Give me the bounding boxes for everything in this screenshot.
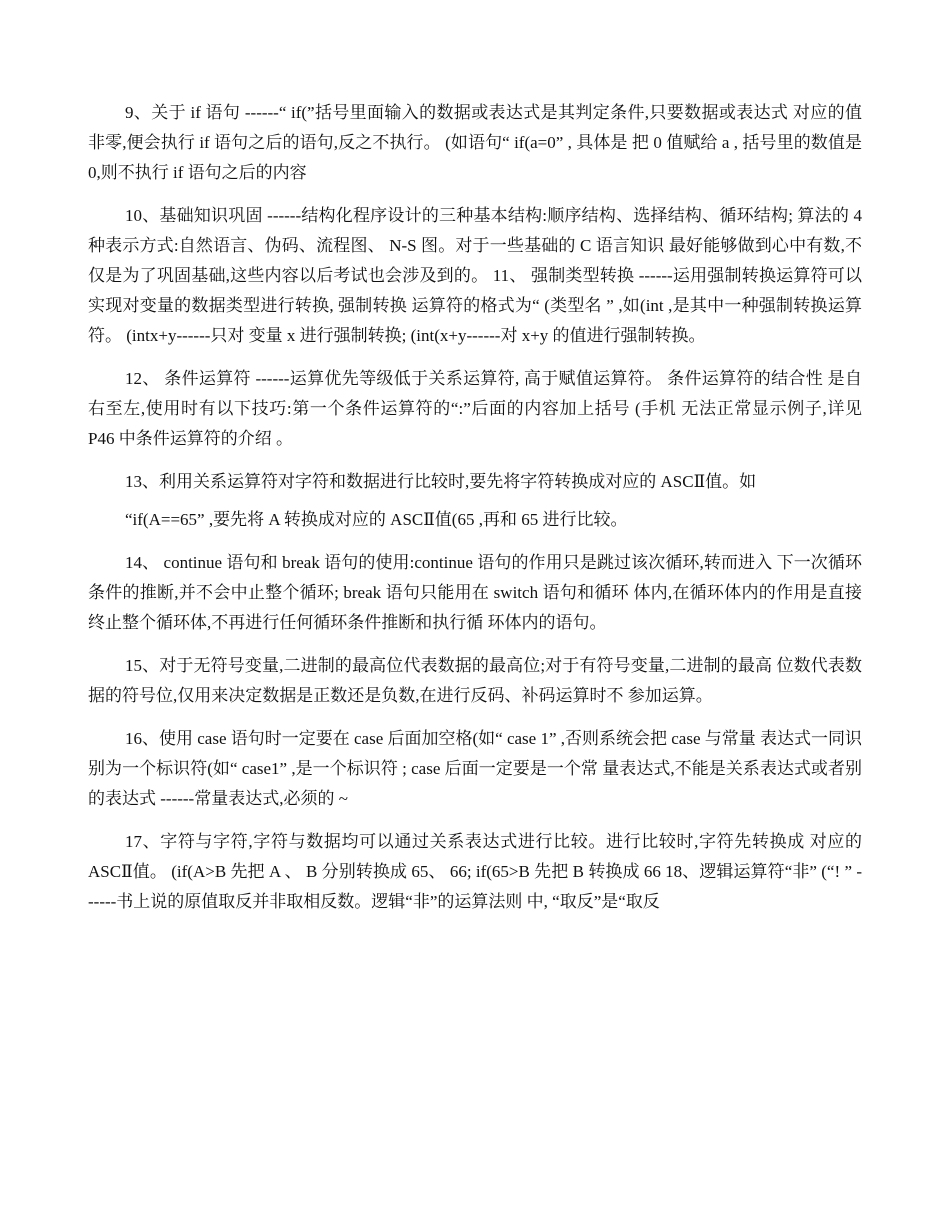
paragraph-17-18: 17、字符与字符,字符与数据均可以通过关系表达式进行比较。进行比较时,字符先转换成 对应的 ASCⅡ值。 (if(A>B 先把 A 、 B 分别转换成 65、 66; if(65>B 先把 B 转换成 66 18、逻辑运算符“非” (“! ” ------书上说的原值取反并非取相反数。逻辑“非”的运算法则 中, “取反”是“取反 <box>88 832 862 911</box>
paragraph-12: 12、 条件运算符 ------运算优先等级低于关系运算符, 高于赋值运算符。 条件运算符的结合性 是自右至左,使用时有以下技巧:第一个条件运算符的“:”后面的内容加上括号 (手机 无法正常显示例子,详见 P46 中条件运算符的介绍 。 <box>88 369 862 448</box>
document-page <box>88 98 862 930</box>
paragraph-13-continued: “if(A==65” ,要先将 A 转换成对应的 ASCⅡ值(65 ,再和 65 进行比较。 <box>125 510 628 529</box>
paragraph-16: 16、使用 case 语句时一定要在 case 后面加空格(如“ case 1” ,否则系统会把 case 与常量 表达式一同识别为一个标识符(如“ case1” ,是一个标识符 ; case 后面一定要是一个常 量表达式,不能是关系表达式或者别的表达式 ------常量表达式,必须的 ~ <box>88 729 863 808</box>
paragraph-15: 15、对于无符号变量,二进制的最高位代表数据的最高位;对于有符号变量,二进制的最高 位数代表数据的符号位,仅用来决定数据是正数还是负数,在进行反码、补码运算时不 参加运算。 <box>88 656 862 705</box>
paragraph-13: 13、利用关系运算符对字符和数据进行比较时,要先将字符转换成对应的 ASCⅡ值。如 <box>125 472 757 491</box>
paragraph-10-11: 10、基础知识巩固 ------结构化程序设计的三种基本结构:顺序结构、选择结构、循环结构; 算法的 4 种表示方式:自然语言、伪码、流程图、 N-S 图。对于一些基础的 C 语言知识 最好能够做到心中有数,不仅是为了巩固基础,这些内容以后考试也会涉及到的。 11、 强制类型转换 ------运用强制转换运算符可以实现对变量的数据类型进行转换, 强制转换 运算符的格式为“ (类型名 ” ,如(int ,是其中一种强制转换运算符。 (intx+y------只对 变量 x 进行强制转换; (int(x+y------对 x+y 的值进行强制转换。 <box>88 206 862 345</box>
paragraph-14: 14、 continue 语句和 break 语句的使用:continue 语句的作用只是跳过该次循环,转而进入 下一次循环条件的推断,并不会中止整个循环; break 语句只能用在 switch 语句和循环 体内,在循环体内的作用是直接终止整个循环体,不再进行任何循环条件推断和执行循 环体内的语句。 <box>88 553 862 632</box>
paragraph-9: 9、关于 if 语句 ------“ if(”括号里面输入的数据或表达式是其判定条件,只要数据或表达式 对应的值非零,便会执行 if 语句之后的语句,反之不执行。 (如语句“ if(a=0” , 具体是 把 0 值赋给 a , 括号里的数值是 0,则不执行 if 语句之后的内容 <box>88 103 862 182</box>
